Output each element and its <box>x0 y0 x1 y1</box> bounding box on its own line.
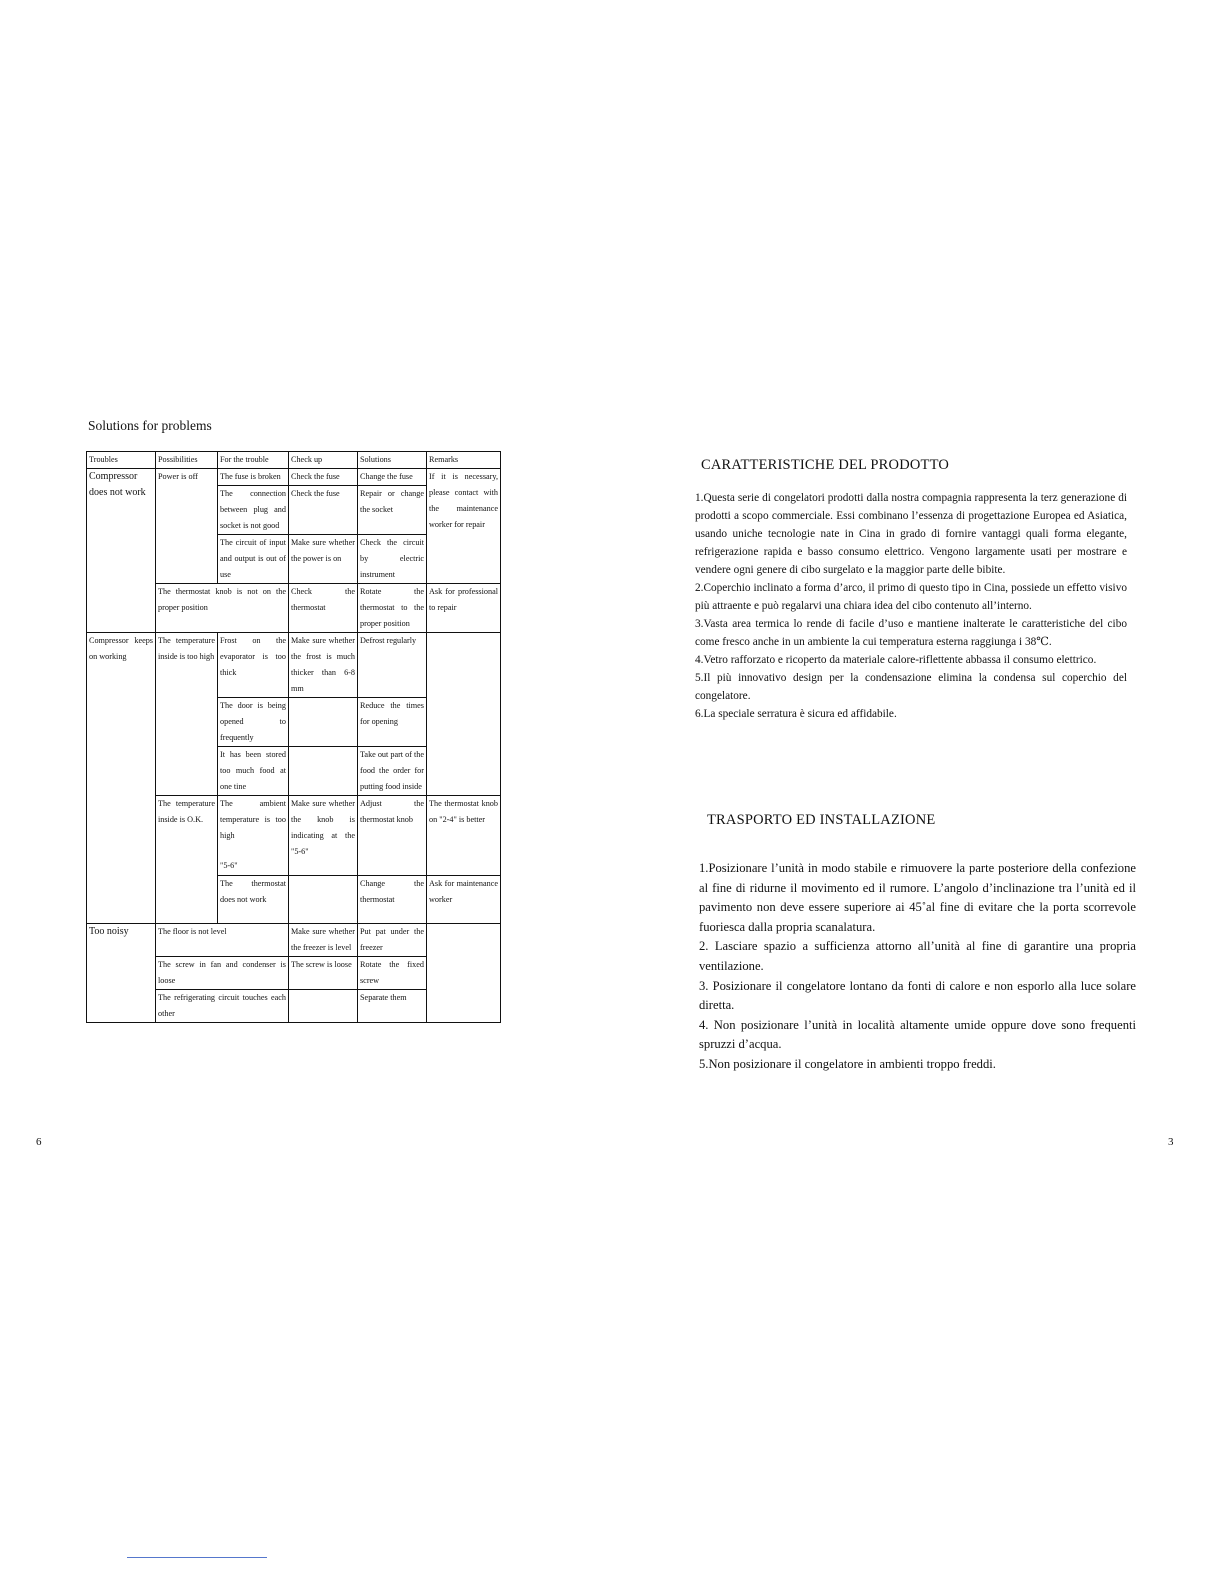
possibility-cell: The thermostat knob is not on the proper position <box>156 584 289 633</box>
paragraph: 2. Lasciare spazio a sufficienza attorno all’unità al fine di garantire una propria ventilazione. <box>699 939 1136 973</box>
header-for-the-trouble: For the trouble <box>218 452 289 469</box>
paragraph: 4. Non posizionare l’unità in località altamente umide oppure dove sono frequenti spruzzi d’acqua. <box>699 1017 1136 1052</box>
check-cell <box>289 990 358 1023</box>
caratteristiche-body <box>695 489 1127 723</box>
section-title-caratteristiche: CARATTERISTICHE DEL PRODOTTO <box>701 457 950 473</box>
remark-cell <box>427 924 501 1023</box>
remark-cell: Ask for professional to repair <box>427 584 501 633</box>
solution-cell: Separate them <box>358 990 427 1023</box>
table-header-row <box>87 452 501 469</box>
paragraph: 2.Coperchio inclinato a forma d’arco, il primo di questo tipo in Cina, possiede un effetto visivo più attraente e può regalarvi una chiara idea del cibo contenuto all’interno. <box>695 582 1127 612</box>
solution-cell: Take out part of the food the order for putting food inside <box>358 747 427 796</box>
check-cell: Make sure whether the freezer is level <box>289 924 358 957</box>
header-check-up: Check up <box>289 452 358 469</box>
solution-cell: Reduce the times for opening <box>358 698 427 747</box>
solution-cell: Repair or change the socket <box>358 486 427 535</box>
cause-extra-text: "5-6" <box>220 861 238 870</box>
solution-cell: Check the circuit by electric instrument <box>358 535 427 584</box>
check-cell <box>289 876 358 924</box>
possibility-cell: The refrigerating circuit touches each other <box>156 990 289 1023</box>
left-page-title: Solutions for problems <box>88 418 212 433</box>
remark-cell <box>427 633 501 796</box>
cause-cell: The door is being opened to frequently <box>218 698 289 747</box>
remark-cell: The thermostat knob on "2-4" is better <box>427 796 501 876</box>
bottom-link-underline <box>127 1557 267 1558</box>
check-cell: Check the fuse <box>289 469 358 486</box>
paragraph: 5.Il più innovativo design per la condensazione elimina la condensa sul coperchio del congelatore. <box>695 672 1127 702</box>
trouble-cell: Too noisy <box>87 924 156 1023</box>
cause-cell: The fuse is broken <box>218 469 289 486</box>
right-page-number: 3 <box>1168 1136 1174 1148</box>
table-row <box>87 633 501 698</box>
paragraph: 1.Questa serie di congelatori prodotti dalla nostra compagnia rappresenta la terz generazione di prodotti a scopo commerciale. Essi combinano l’essenza di progettazione Europea ed Asiatica, usando uniche tecnologie nate in Cina in grado di fornire vantaggi quali forma elegante, refrigerazione rapida e basso consumo elettrico. Vengono largamente usati per mostrare e vendere ogni genere di cibo surgelato e la maggior parte delle bibite. <box>695 492 1127 576</box>
remark-cell: Ask for maintenance worker <box>427 876 501 924</box>
header-possibilities: Possibilities <box>156 452 218 469</box>
check-cell <box>289 698 358 747</box>
left-page-number: 6 <box>36 1136 42 1148</box>
solution-cell: Put pat under the freezer <box>358 924 427 957</box>
cause-cell: The thermostat does not work <box>218 876 289 924</box>
possibility-cell: The temperature inside is O.K. <box>156 796 218 924</box>
remark-cell: If it is necessary, please contact with the maintenance worker for repair <box>427 469 501 584</box>
cause-text: The ambient temperature is too high <box>220 799 286 840</box>
paragraph: 3. Posizionare il congelatore lontano da fonti di calore e non esporlo alla luce solare diretta. <box>699 978 1136 1013</box>
paragraph: 1.Posizionare l’unità in modo stabile e rimuovere la parte posteriore della confezione al fine di ridurne il movimento ed il rumore. L’angolo d’inclinazione tra l’unità ed il pavimento non deve essere superiore ai 45˚al fine di evitare che la porta scorrevole fuoriesca dalla propria scanalatura. <box>699 861 1136 934</box>
cause-cell <box>218 796 289 876</box>
solution-cell: Rotate the thermostat to the proper position <box>358 584 427 633</box>
trouble-cell: Compressor keeps on working <box>87 633 156 924</box>
check-cell: The screw is loose <box>289 957 358 990</box>
cause-cell: The connection between plug and socket is not good <box>218 486 289 535</box>
trouble-cell: Compressor does not work <box>87 469 156 633</box>
header-solutions: Solutions <box>358 452 427 469</box>
table-row <box>87 469 501 486</box>
cause-cell: It has been stored too much food at one tine <box>218 747 289 796</box>
check-cell: Check the fuse <box>289 486 358 535</box>
check-cell: Check the thermostat <box>289 584 358 633</box>
trasporto-body <box>699 859 1136 1075</box>
table-row <box>87 924 501 957</box>
solution-cell: Change the fuse <box>358 469 427 486</box>
cause-cell: Frost on the evaporator is too thick <box>218 633 289 698</box>
paragraph: 3.Vasta area termica lo rende di facile d’uso e mantiene inalterate le caratteristiche del cibo come fresco anche in un ambiente la cui temperatura esterna raggiunga i 38℃. <box>695 618 1127 648</box>
paragraph: 4.Vetro rafforzato e ricoperto da materiale calore-riflettente abbassa il consumo elettrico. <box>695 654 1097 666</box>
section-title-trasporto: TRASPORTO ED INSTALLAZIONE <box>707 812 936 828</box>
check-cell: Make sure whether the knob is indicating at the "5-6" <box>289 796 358 876</box>
paragraph: 5.Non posizionare il congelatore in ambienti troppo freddi. <box>699 1056 996 1071</box>
possibility-cell: The temperature inside is too high <box>156 633 218 796</box>
troubleshooting-table <box>86 451 501 1023</box>
check-cell <box>289 747 358 796</box>
header-remarks: Remarks <box>427 452 501 469</box>
solution-cell: Defrost regularly <box>358 633 427 698</box>
possibility-cell: The screw in fan and condenser is loose <box>156 957 289 990</box>
possibility-cell: Power is off <box>156 469 218 584</box>
possibility-cell: The floor is not level <box>156 924 289 957</box>
paragraph: 6.La speciale serratura è sicura ed affidabile. <box>695 708 897 720</box>
solution-cell: Rotate the fixed screw <box>358 957 427 990</box>
solution-cell: Adjust the thermostat knob <box>358 796 427 876</box>
check-cell: Make sure whether the frost is much thicker than 6-8 mm <box>289 633 358 698</box>
header-troubles: Troubles <box>87 452 156 469</box>
solution-cell: Change the thermostat <box>358 876 427 924</box>
cause-cell: The circuit of input and output is out of use <box>218 535 289 584</box>
check-cell: Make sure whether the power is on <box>289 535 358 584</box>
